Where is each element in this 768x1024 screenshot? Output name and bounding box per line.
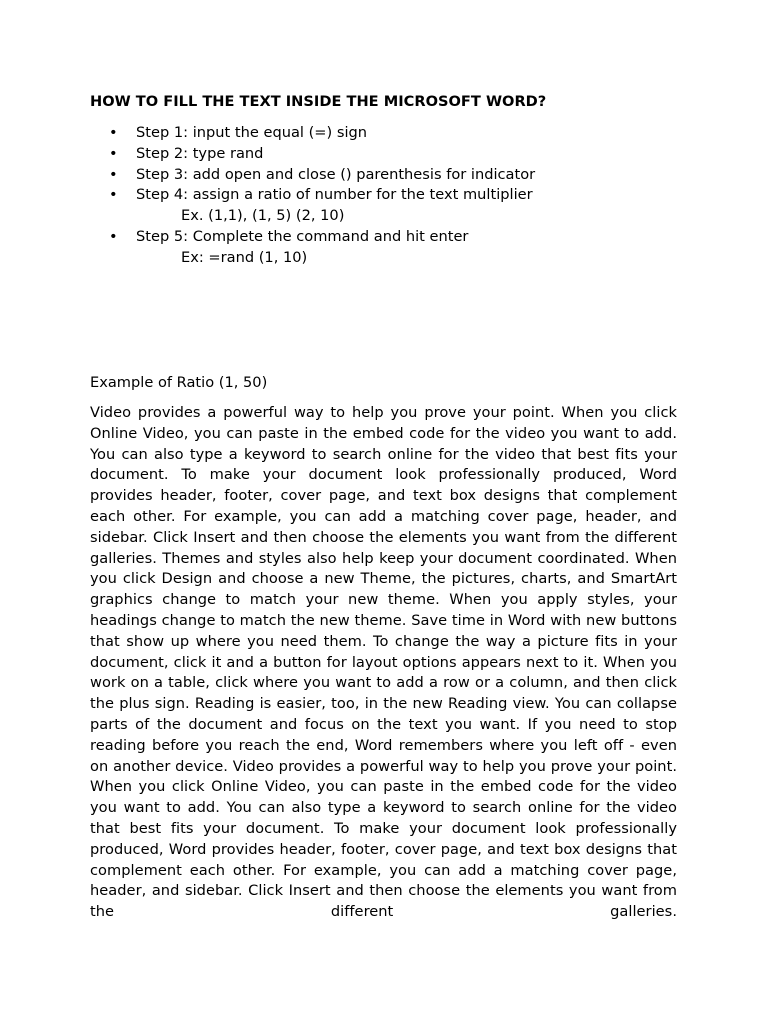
list-item-step-5: [90, 227, 676, 269]
step-example: Ex. (1,1), (1, 5) (2, 10): [181, 207, 345, 225]
bullet-icon: •: [109, 186, 118, 204]
bullet-icon: •: [109, 165, 118, 183]
page-title: HOW TO FILL THE TEXT INSIDE THE MICROSOFT WORD?: [90, 93, 547, 110]
step-example: Ex: =rand (1, 10): [181, 248, 308, 266]
list-item-step-1: [90, 123, 676, 144]
step-text: Step 4: assign a ratio of number for the text multiplier: [136, 186, 533, 204]
step-text: Step 3: add open and close () parenthesis for indicator: [136, 165, 536, 183]
bullet-icon: •: [109, 144, 118, 162]
step-text: Step 5: Complete the command and hit enter: [136, 227, 469, 245]
list-item-step-2: [90, 144, 676, 165]
list-item-step-4: [90, 185, 676, 227]
bullet-icon: •: [109, 227, 118, 245]
body-paragraph: Video provides a powerful way to help you prove your point. When you click Online Video, you can paste in the embed code for the video you want to add. You can also type a keyword to search online for the video that best fits your document. To make your document look professionally produced, Word provides header, footer, cover page, and text box designs that complement each other. For example, you can add a matching cover page, header, and sidebar. Click Insert and then choose the elements you want from the different galleries. Themes and styles also help keep your document coordinated. When you click Design and choose a new Theme, the pictures, charts, and SmartArt graphics change to match your new theme. When you apply styles, your headings change to match the new theme. Save time in Word with new buttons that show up where you need them. To change the way a picture fits in your document, click it and a button for layout options appears next to it. When you work on a table, click where you want to add a row or a column, and then click the plus sign. Reading is easier, too, in the new Reading view. You can collapse parts of the document and focus on the text you want. If you need to stop reading before you reach the end, Word remembers where you left off - even on another device. Video provides a powerful way to help you prove your point. When you click Online Video, you can paste in the embed code for the video you want to add. You can also type a keyword to search online for the video that best fits your document. To make your document look professionally produced, Word provides header, footer, cover page, and text box designs that complement each other. For example, you can add a matching cover page, header, and sidebar. Click Insert and then choose the elements you want from the different galleries.: [90, 404, 677, 921]
steps-list: [90, 123, 676, 269]
bullet-icon: •: [109, 124, 118, 141]
step-text: Step 1: input the equal (=) sign: [136, 124, 368, 141]
step-text: Step 2: type rand: [136, 144, 264, 162]
list-item-step-3: [90, 165, 676, 186]
ratio-heading: Example of Ratio (1, 50): [90, 374, 268, 391]
